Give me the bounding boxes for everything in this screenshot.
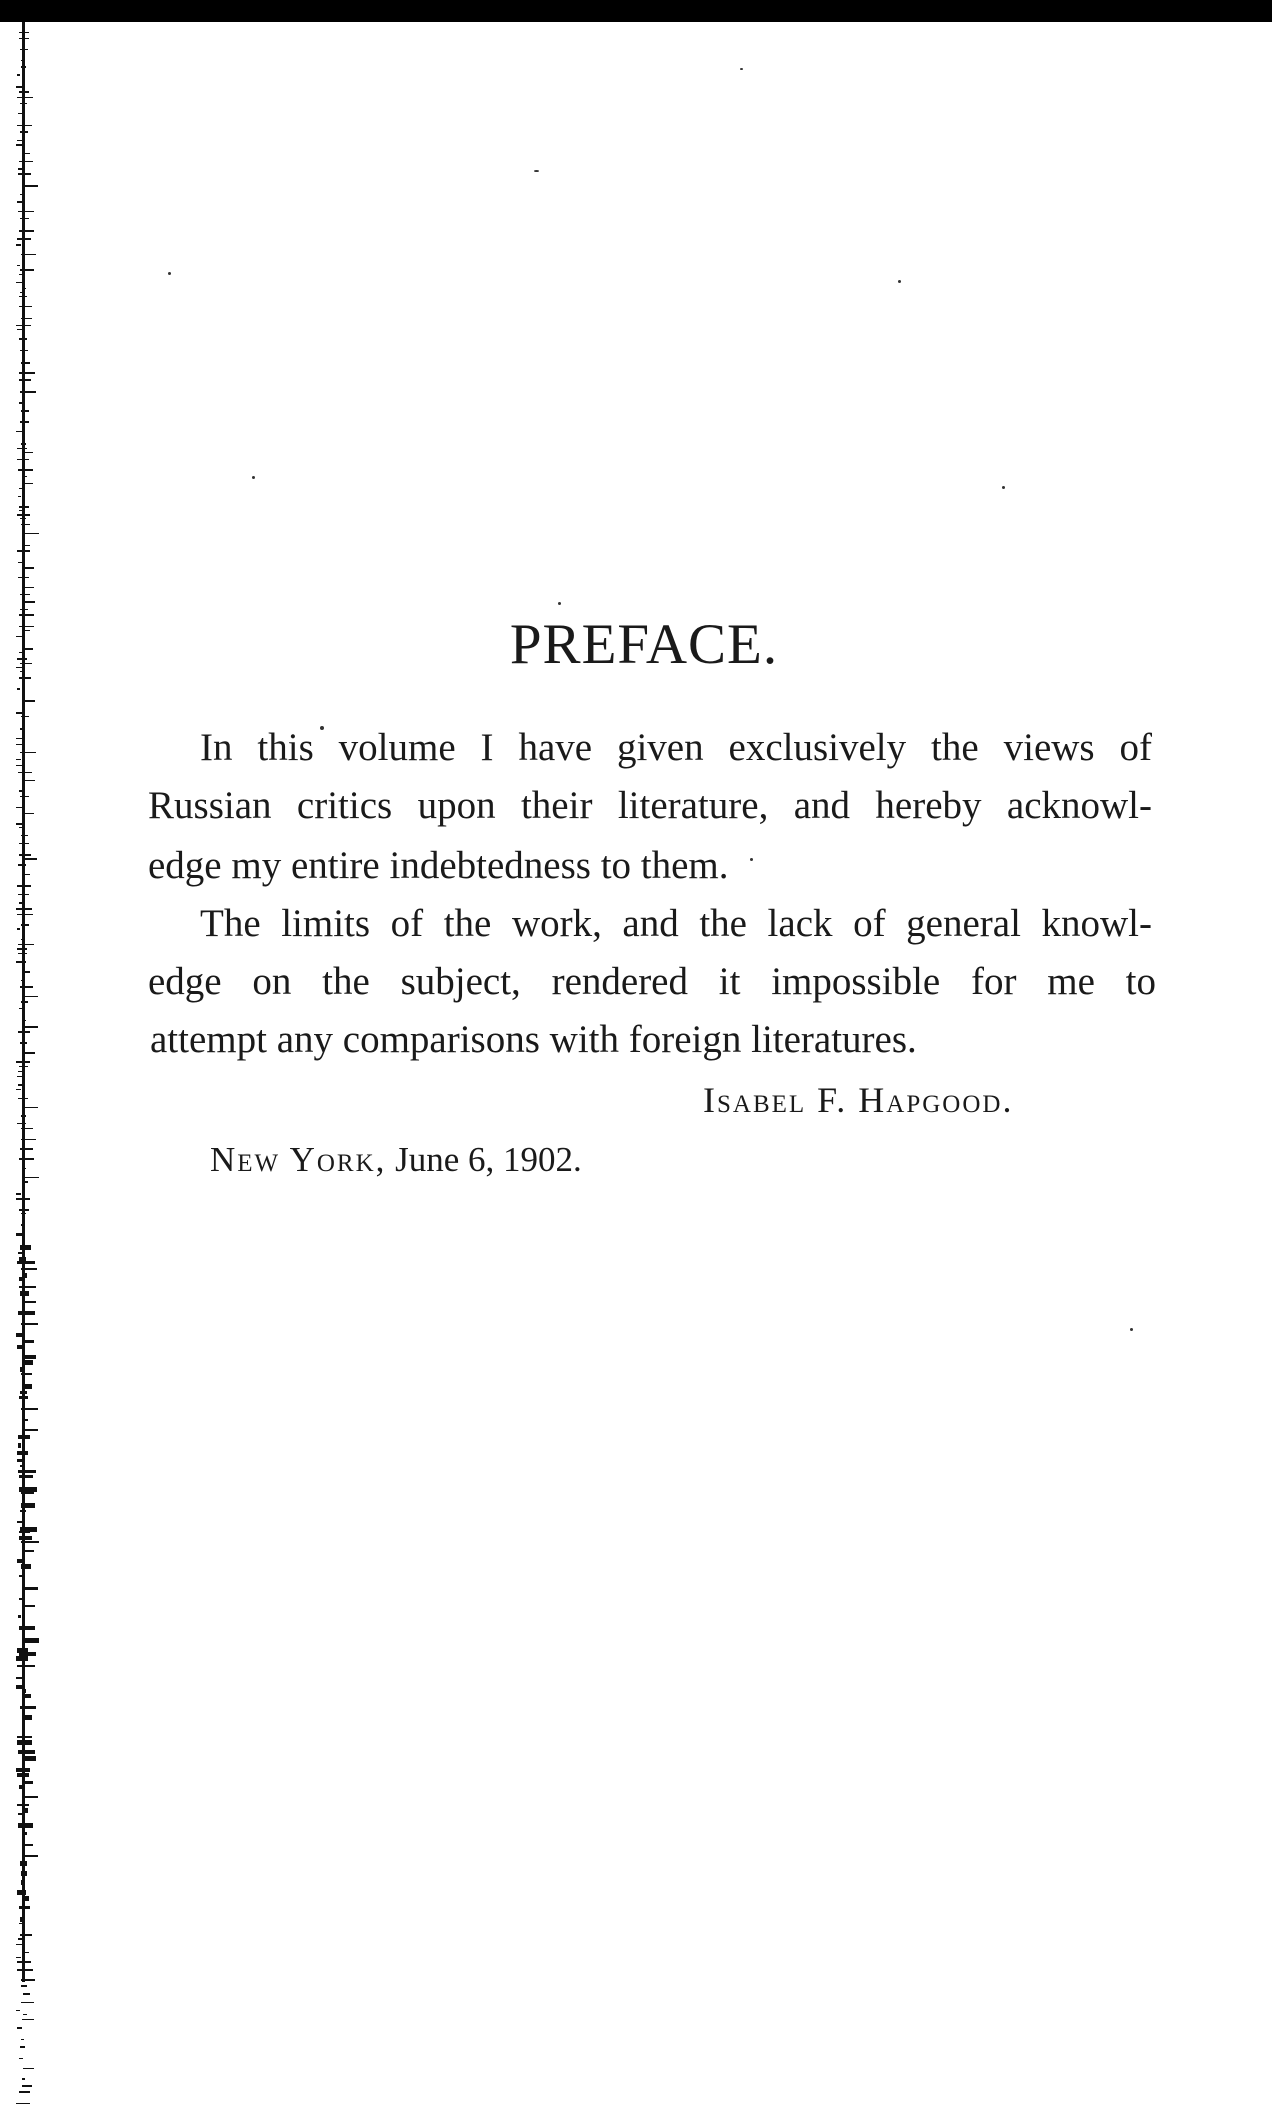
scan-top-border [0,0,1272,22]
dateline-date: June 6, 1902. [395,1140,582,1179]
paragraph-line: attempt any comparisons with foreign literatures. [150,1018,917,1061]
paragraph-line: edge my entire indebtedness to them. [148,844,729,887]
author-signature: Isabel F. Hapgood. [703,1080,1014,1120]
dateline [210,1142,582,1177]
binding-edge-marks [0,22,48,2124]
paragraph-line: Russian critics upon their literature, and hereby acknowl- [148,784,1152,827]
dateline-place: New York, [210,1140,387,1179]
page-title: PREFACE. [509,613,779,676]
paragraph-line: edge on the subject, rendered it impossible for me to [148,960,1156,1003]
paragraph-line: In this volume I have given exclusively the views of [200,726,1152,769]
paragraph-line: The limits of the work, and the lack of general knowl- [200,902,1152,945]
